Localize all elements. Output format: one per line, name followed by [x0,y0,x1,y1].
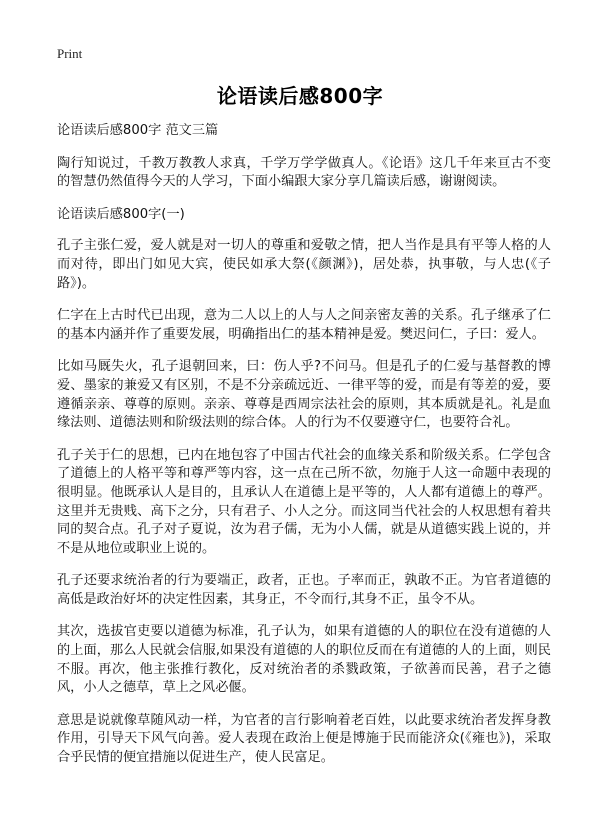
body-paragraph-5: 孔子还要求统治者的行为要端正，政者，正也。子率而正，孰敢不正。为官者道德的高低是政治好坏的决定性因素，其身正，不令而行,其身不正，虽令不从。 [57,573,551,607]
section-heading: 论语读后感800字(一) [57,206,185,222]
intro-paragraph: 陶行知说过，千教万教教人求真，千学万学学做真人。《论语》这几千年来亘古不变的智慧仍然值得今天的人学习，下面小编跟大家分享几篇读后感，谢谢阅读。 [57,155,551,190]
body-paragraph-2: 仁字在上古时代已出现，意为二人以上的人与人之间亲密友善的关系。孔子继承了仁的基本内涵并作了重要发展，明确指出仁的基本精神是爱。樊迟问仁，子曰：爱人。 [57,308,551,342]
page-title: 论语读后感800字 [216,84,384,108]
body-paragraph-3: 比如马厩失火，孔子退朝回来，曰：伤人乎?不问马。但是孔子的仁爱与基督教的博爱、墨家的兼爱又有区别，不是不分亲疏远近、一律平等的爱，而是有等差的爱，要遵循亲亲、尊尊的原则。亲亲、尊尊是西周宗法社会的原则，其本质就是礼。礼是血缘法则、道德法则和阶级法则的综合体。人的行为不仅要遵守仁，也要符合礼。 [57,359,551,431]
body-paragraph-4: 孔子关于仁的思想，已内在地包容了中国古代社会的血缘关系和阶级关系。仁学包含了道德上的人格平等和尊严等内容，这一点在己所不欲，勿施于人这一命题中表现的很明显。他既承认人是目的，且承认人在道德上是平等的，人人都有道德上的尊严。这里并无贵贱、高下之分，只有君子、小人之分。而这同当代社会的人权思想有着共同的契合点。孔子对子夏说，汝为君子儒，无为小人儒，就是从道德实践上说的，并不是从地位或职业上说的。 [57,447,551,556]
print-link[interactable]: Print [57,46,83,61]
body-paragraph-7: 意思是说就像草随风动一样，为官者的言行影响着老百姓，以此要求统治者发挥身教作用，引导天下风气向善。爱人表现在政治上便是博施于民而能济众(《雍也》)，采取合乎民情的便宜措施以促进生产，使人民富足。 [57,712,551,766]
body-paragraph-1: 孔子主张仁爱，爱人就是对一切人的尊重和爱敬之情，把人当作是具有平等人格的人而对待，即出门如见大宾，使民如承大祭(《颜渊》)，居处恭，执事敬，与人忠(《子路》)。 [57,238,551,291]
article-body [57,122,551,782]
body-paragraph-6: 其次，选拔官吏要以道德为标准，孔子认为，如果有道德的人的职位在没有道德的人的上面，那么人民就会信服,如果没有道德的人的职位反而在有道德的人的上面，则民不服。再次，他主张推行教化，反对统治者的杀戮政策，子欲善而民善，君子之德风，小人之德草，草上之风必偃。 [57,624,551,696]
article-subtitle: 论语读后感800字 范文三篇 [57,123,219,138]
